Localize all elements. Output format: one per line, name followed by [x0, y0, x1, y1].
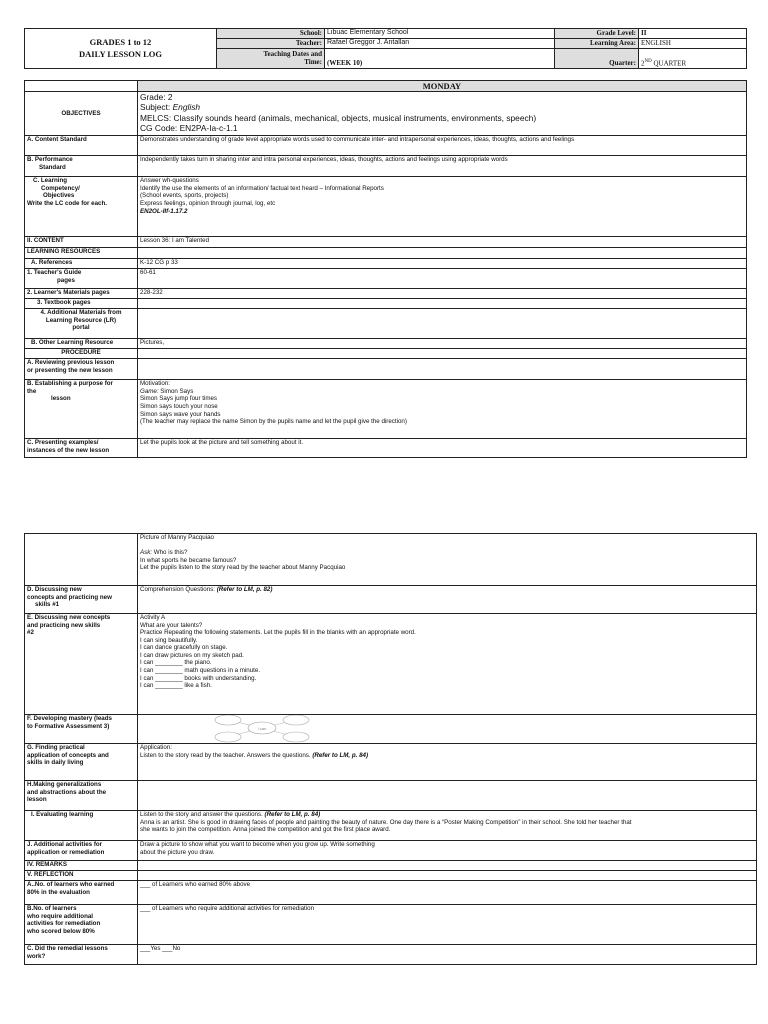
additional-line2: about the picture you draw.: [140, 848, 215, 856]
developing-label: [25, 715, 138, 744]
lc-line4: Express feelings, opinion through journal, log, etc: [140, 200, 276, 208]
talent-web-diagram: [202, 715, 322, 744]
learning-area-label: Learning Area:: [555, 39, 639, 49]
finding-line2-ref: (Refer to LM, p. 84): [312, 751, 369, 759]
reflection-a-label-line2: 80% in the evaluation: [27, 888, 90, 896]
intro-ask-label: Ask:: [140, 549, 153, 557]
reflection-c-label-line1: C. Did the remedial lessons: [27, 945, 108, 952]
reflection-b-text: ___ of Learners who require additional activities for remediation: [138, 905, 757, 945]
discussing2-label-line1: E. Discussing new concepts: [27, 614, 111, 621]
discussing1-label-line3: skills #1: [35, 601, 60, 609]
diagram-center-label: I can: [257, 726, 267, 731]
evaluating-line1-prefix: Listen to the story and answer the questions.: [140, 811, 265, 818]
teachers-guide-label: [25, 269, 138, 289]
reflection-b-label-line1: B.No. of learners: [27, 905, 77, 912]
discussing2-text: [138, 614, 757, 715]
lesson-table-page2: [24, 533, 757, 965]
reflection-label: V. REFLECTION: [25, 871, 138, 881]
learning-resources-label: LEARNING RESOURCES: [25, 248, 138, 259]
generalizations-label-line2: and abstractions about the: [27, 788, 107, 796]
d2-line1: Activity A: [140, 614, 166, 621]
header-table: [24, 28, 747, 69]
reflection-a-label-line1: A..No. of learners who earned: [27, 881, 115, 888]
d2-line3: Practice Repeating the following statements. Let the pupils fill in the blanks with an appropriate word.: [140, 629, 416, 637]
learners-materials-text: 228-232: [138, 289, 747, 299]
additional-materials-text: [138, 309, 747, 339]
intro-picture: Picture of Manny Pacquiao: [140, 534, 214, 541]
objectives-cg-code: CG Code: EN2PA-Ia-c-1.1: [140, 122, 238, 133]
purpose-game-label: Game:: [140, 387, 159, 395]
learning-competency-label-line2: Competency/: [41, 184, 80, 192]
discussing1-prefix: Comprehension Questions:: [140, 586, 217, 593]
presenting-label: [25, 439, 138, 458]
finding-label-line1: G. Finding practical: [27, 744, 85, 751]
purpose-game: [140, 388, 744, 396]
purpose-game-name: Simon Says: [158, 387, 194, 395]
d2-line2: What are your talents?: [140, 621, 203, 629]
finding-label: [25, 744, 138, 781]
reflection-b-label-line4: who scored below 80%: [27, 927, 95, 935]
intro-line2: In what sports he became famous?: [140, 556, 237, 564]
procedure-label: PROCEDURE: [25, 349, 138, 359]
references-label: A. References: [25, 259, 138, 269]
d2-line7: I can ________ the piano.: [140, 659, 212, 667]
d2-line8: I can ________ math questions in a minute.: [140, 666, 261, 674]
page2-intro-label: [25, 534, 138, 586]
remarks-label: IV. REMARKS: [25, 861, 138, 871]
references-text: K-12 CG p 33: [138, 259, 747, 269]
learning-area-value: ENGLISH: [639, 39, 747, 49]
objectives-grade: Grade: 2: [140, 92, 173, 103]
reviewing-label-line1: A. Reviewing previous lesson: [27, 359, 115, 367]
reflection-c-label-line2: work?: [27, 952, 46, 960]
discussing2-label: [25, 614, 138, 715]
performance-standard-label-line2: Standard: [39, 163, 66, 171]
discussing1-label-line2: concepts and practicing new: [27, 593, 112, 601]
generalizations-text: [138, 781, 757, 811]
reviewing-label: [25, 359, 138, 380]
purpose-line1: Simon Says jump four times: [140, 395, 218, 403]
discussing1-text: [138, 586, 757, 614]
grade-level-label: Grade Level:: [555, 29, 639, 39]
discussing2-label-line2: and practicing new skills: [27, 621, 101, 629]
diagram-bubble-1: [215, 715, 241, 725]
finding-text: [138, 744, 757, 781]
finding-line2: [140, 752, 754, 760]
objectives-subject: [140, 102, 744, 112]
learning-competency-label-line3: Objectives: [43, 192, 75, 200]
content-standard-text: Demonstrates understanding of grade level appropriate words used to communicate inter- and intrapersonal experiences, ideas, thoughts, actions and feelings: [138, 136, 747, 156]
presenting-text: Let the pupils look at the picture and tell something about it.: [138, 439, 747, 458]
evaluating-line2: Anna is an artist. She is good in drawing faces of people and painting the beauty of nature. One day there is a “Poster Making Competition” in their school. She told her teacher that: [140, 818, 632, 826]
performance-standard-label: [25, 156, 138, 177]
teaching-dates-value: (WEEK 10): [325, 49, 555, 69]
reviewing-label-line2: or presenting the new lesson: [27, 366, 113, 374]
purpose-motivation: Motivation:: [140, 380, 170, 388]
evaluating-label: I. Evaluating learning: [25, 811, 138, 841]
lc-line2: Identify the use the elements of an information/ factual text heard – Informational Reports: [140, 184, 384, 192]
textbook-label: 3. Textbook pages: [25, 299, 138, 309]
quarter-number: 2: [641, 59, 645, 68]
other-resources-text: Pictures,: [138, 339, 747, 349]
generalizations-label-line1: H.Making generalizations: [27, 781, 102, 788]
learning-competency-text: [138, 177, 747, 237]
intro-ask-question: Who is this?: [152, 549, 188, 557]
additional-activities-label-line2: application or remediation: [27, 848, 105, 856]
finding-label-line2: application of concepts and: [27, 751, 109, 759]
teachers-guide-label-line1: 1. Teacher's Guide: [27, 269, 82, 277]
reflection-a-label: [25, 881, 138, 905]
generalizations-label: [25, 781, 138, 811]
log-title-line2: DAILY LESSON LOG: [79, 48, 162, 59]
teaching-dates-label-line1: Teaching Dates and: [263, 49, 322, 58]
log-title-line1: GRADES 1 to 12: [89, 37, 152, 48]
learning-resources-blank: [138, 248, 747, 259]
quarter-text: QUARTER: [651, 59, 687, 68]
diagram-bubble-2: [283, 715, 309, 725]
d2-line6: I can draw pictures on my sketch pad.: [140, 651, 244, 659]
objectives-melcs: MELCS: Classify sounds heard (animals, mechanical, objects, musical instruments, environments, speech): [140, 112, 537, 123]
day-header-blank: [25, 81, 138, 92]
reflection-b-label: [25, 905, 138, 945]
d2-line5: I can dance gracefully on stage.: [140, 644, 228, 652]
finding-line1: Application:: [140, 744, 172, 751]
finding-line2-prefix: Listen to the story read by the teacher. Answers the questions.: [140, 751, 313, 759]
learning-competency-label: [25, 177, 138, 237]
purpose-label: [25, 380, 138, 439]
day-header: MONDAY: [138, 81, 747, 92]
additional-activities-label-line1: J. Additional activities for: [27, 841, 103, 848]
lc-line3: (School events, sports, projects): [140, 192, 229, 200]
log-title: [25, 29, 217, 69]
d2-line10: I can ________ like a fish.: [140, 682, 212, 690]
lesson-table-page1: [24, 80, 747, 458]
purpose-text: [138, 380, 747, 439]
additional-materials-label-line1: 4. Additional Materials from: [40, 309, 122, 317]
additional-activities-text: [138, 841, 757, 861]
reflection-c-text: ___Yes ___No: [138, 945, 757, 965]
presenting-label-line2: instances of the new lesson: [27, 446, 110, 454]
additional-materials-label-line3: portal: [72, 324, 90, 332]
school-value: Libuac Elementary School: [325, 29, 555, 39]
developing-label-line1: F. Developing mastery (leads: [27, 715, 112, 722]
purpose-line4: (The teacher may replace the name Simon by the pupils name and let the pupil give the direction): [140, 418, 407, 426]
discussing1-label: [25, 586, 138, 614]
intro-ask: [140, 549, 754, 557]
purpose-line3: Simon says wave your hands: [140, 410, 221, 418]
purpose-line2: Simon says touch your nose: [140, 403, 218, 411]
performance-standard-text: Independently takes turn in sharing inter and intra personal experiences, ideas, thoughts, actions and feelings using appropriate words: [138, 156, 747, 177]
teachers-guide-label-line2: pages: [57, 276, 75, 284]
diagram-bubble-4: [283, 732, 309, 742]
discussing2-label-line3: #2: [27, 629, 34, 637]
additional-materials-label: [25, 309, 138, 339]
procedure-blank: [138, 349, 747, 359]
evaluating-line1: [140, 811, 754, 819]
d2-line4: I can sing beautifully.: [140, 636, 198, 644]
evaluating-line1-ref: (Refer to LM, p. 84): [264, 811, 321, 818]
discussing1-label-line1: D. Discussing new: [27, 586, 82, 593]
additional-materials-label-line2: Learning Resource (LR): [45, 316, 117, 324]
intro-spacer: [140, 542, 754, 550]
reflection-a-text: ___ of Learners who earned 80% above: [138, 881, 757, 905]
teaching-dates-label: [217, 49, 325, 69]
objectives-subject-value: English: [172, 102, 201, 113]
diagram-bubble-3: [215, 732, 241, 742]
objectives-subject-prefix: Subject:: [140, 102, 173, 113]
other-resources-label: B. Other Learning Resource: [25, 339, 138, 349]
objectives-cell: [138, 92, 747, 136]
page2-intro-text: [138, 534, 757, 586]
reflection-c-label: [25, 945, 138, 965]
developing-label-line2: to Formative Assessment 3): [27, 722, 110, 730]
quarter-value: [639, 49, 747, 69]
intro-line3: Let the pupils listen to the story read by the teacher about Manny Pacquiao: [140, 564, 346, 572]
objectives-label: OBJECTIVES: [25, 92, 138, 136]
performance-standard-label-line1: B. Performance: [27, 156, 73, 164]
developing-cell: [138, 715, 757, 744]
d2-line9: I can ________ books with understanding.: [140, 674, 257, 682]
reflection-text: [138, 871, 757, 881]
content-label: II. CONTENT: [25, 237, 138, 248]
grade-level-value: II: [639, 29, 747, 39]
quarter-suffix: ND: [644, 59, 652, 65]
teachers-guide-text: 60-61: [138, 269, 747, 289]
purpose-label-line1: B. Establishing a purpose for: [27, 380, 113, 388]
purpose-label-line3: lesson: [51, 395, 71, 403]
quarter-label: Quarter:: [555, 49, 639, 69]
additional-line1: Draw a picture to show what you want to become when you grow up. Write something: [140, 841, 375, 848]
generalizations-label-line3: lesson: [27, 796, 47, 804]
learners-materials-label: 2. Learner's Materials pages: [25, 289, 138, 299]
finding-label-line3: skills in daily living: [27, 759, 84, 767]
content-text: Lesson 36: I am Talented: [138, 237, 747, 248]
evaluating-text: [138, 811, 757, 841]
presenting-label-line1: C. Presenting examples/: [27, 439, 99, 447]
teacher-value: Rafael Greggor J. Antallan: [325, 39, 555, 49]
evaluating-line3: she wants to join the competition. Anna joined the competition and got the first place award.: [140, 826, 391, 834]
reflection-b-label-line3: activities for remediation: [27, 920, 101, 928]
reviewing-text: [138, 359, 747, 380]
reflection-b-label-line2: who require additional: [27, 912, 94, 920]
textbook-text: [138, 299, 747, 309]
lc-code: EN2OL-IIf-1.17.2: [140, 207, 188, 215]
learning-competency-label-line1: C. Learning: [33, 177, 68, 185]
content-standard-label: A. Content Standard: [25, 136, 138, 156]
additional-activities-label: [25, 841, 138, 861]
teacher-label: Teacher:: [217, 39, 325, 49]
learning-competency-label-line4: Write the LC code for each.: [27, 200, 107, 208]
teaching-dates-label-line2: Time:: [304, 57, 322, 66]
lc-line1: Answer wh-questions: [140, 177, 199, 185]
school-label: School:: [217, 29, 325, 39]
purpose-label-line2: the: [27, 387, 37, 395]
remarks-text: [138, 861, 757, 871]
discussing1-ref: (Refer to LM, p. 82): [216, 586, 273, 593]
